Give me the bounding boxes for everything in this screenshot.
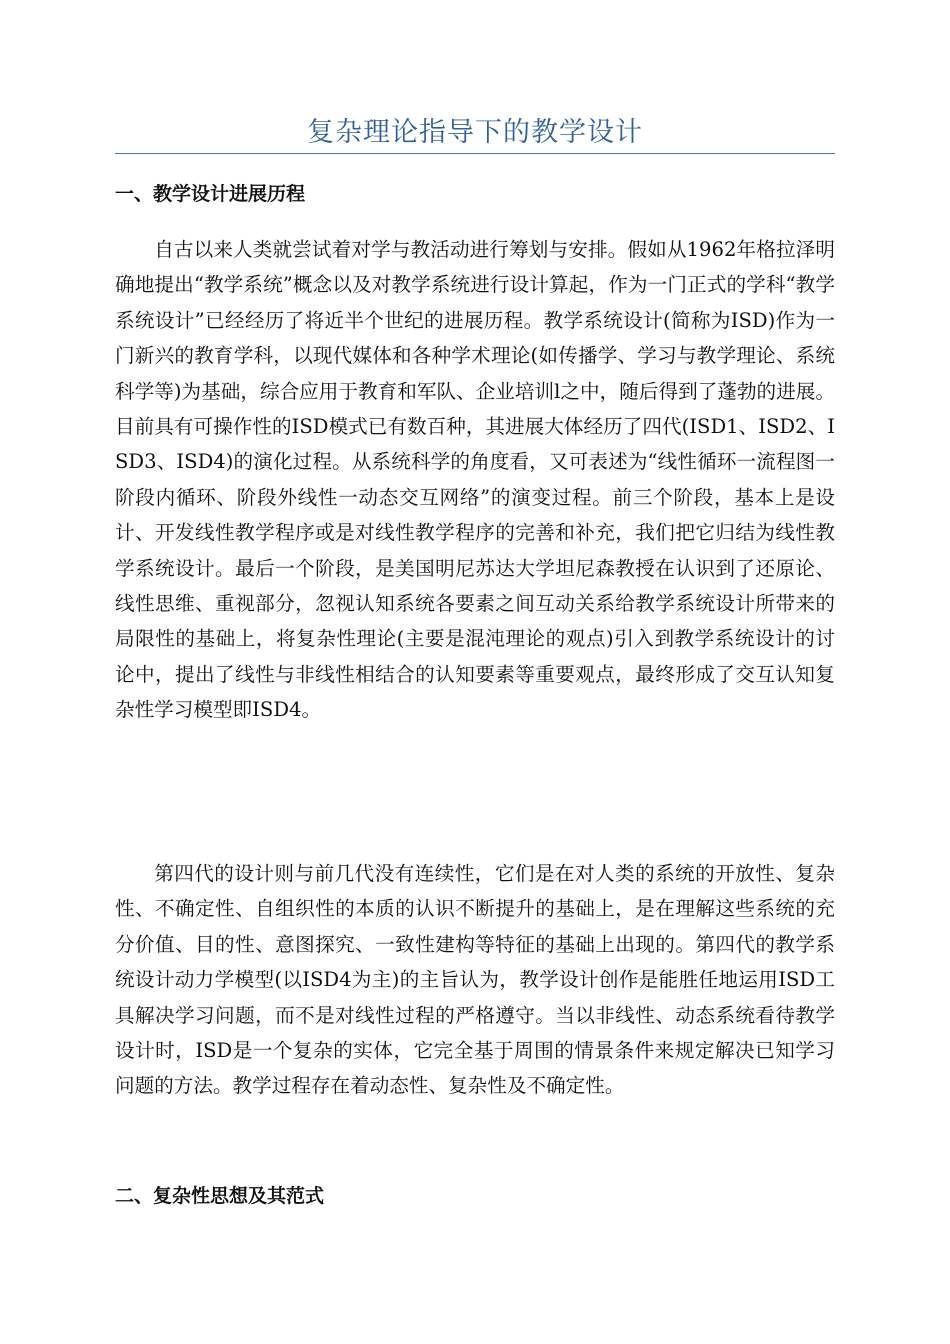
section-heading-2: 二、复杂性思想及其范式 bbox=[115, 1185, 325, 1207]
paragraph-1: 自古以来人类就尝试着对学与教活动进行筹划与安排。假如从1962年格拉泽明确地提出“教学系统”概念以及对教学系统进行设计算起，作为一门正式的学科“教学系统设计”已经经历了将近半个世纪的进展历程。教学系统设计(简称为ISD)作为一门新兴的教育学科，以现代媒体和各种学术理论(如传播学、学习与教学理论、系统科学等)为基础，综合应用于教育和军队、企业培训l之中，随后得到了蓬勃的进展。目前具有可操作性的ISD模式已有数百种，其进展大体经历了四代(ISD1、ISD2、ISD3、ISD4)的演化过程。从系统科学的角度看，又可表述为“线性循环一流程图一阶段内循环、阶段外线性一动态交互网络”的演变过程。前三个阶段，基本上是设计、开发线性教学程序或是对线性教学程序的完善和补充，我们把它归结为线性教学系统设计。最后一个阶段，是美国明尼苏达大学坦尼森教授在认识到了还原论、线性思维、重视部分，忽视认知系统各要素之间互动关系给教学系统设计所带来的局限性的基础上，将复杂性理论(主要是混沌理论的观点)引入到教学系统设计的讨论中，提出了线性与非线性相结合的认知要素等重要观点，最终形成了交互认知复杂性学习模型即ISD4。 bbox=[115, 238, 835, 722]
document-title: 复杂理论指导下的教学设计 bbox=[307, 117, 643, 148]
section-heading-1: 一、教学设计进展历程 bbox=[115, 183, 306, 205]
title-underline bbox=[115, 153, 835, 154]
paragraph-2: 第四代的设计则与前几代没有连续性，它们是在对人类的系统的开放性、复杂性、不确定性、自组织性的本质的认识不断提升的基础上，是在理解这些系统的充分价值、目的性、意图探究、一致性建构等特征的基础上出现的。第四代的教学系统设计动力学模型(以ISD4为主)的主旨认为，教学设计创作是能胜任地运用ISD工具解决学习问题，而不是对线性过程的严格遵守。当以非线性、动态系统看待教学设计时，ISD是一个复杂的实体，它完全基于周围的情景条件来规定解决已知学习问题的方法。教学过程存在着动态性、复杂性及不确定性。 bbox=[115, 862, 835, 1098]
